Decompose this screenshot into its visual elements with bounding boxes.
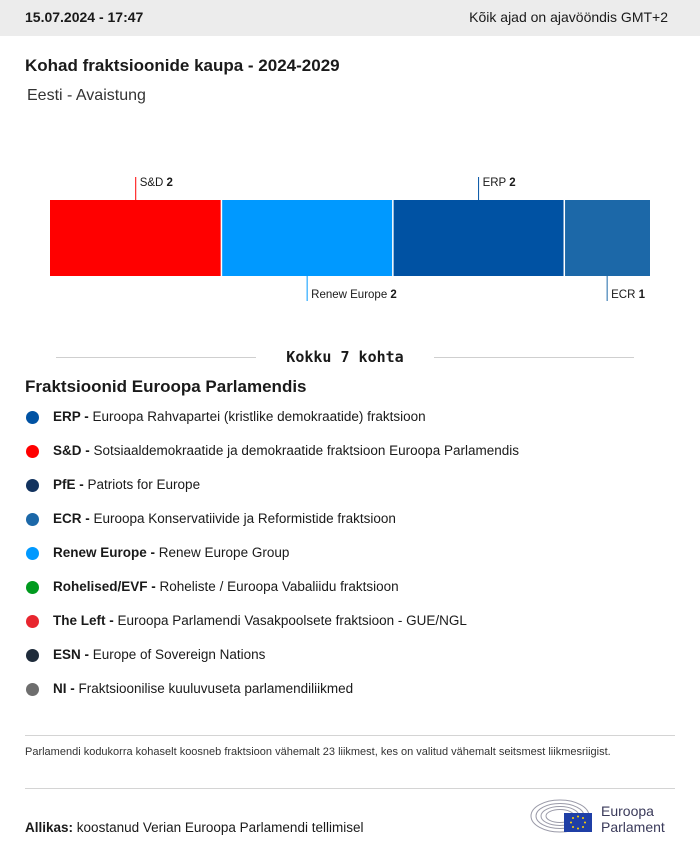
- legend-item: [25, 609, 685, 643]
- total-seats-label: Kokku 7 kohta: [276, 348, 413, 366]
- timezone-note: Kõik ajad on ajavööndis GMT+2: [469, 9, 668, 25]
- chart-subtitle: Eesti - Avaistung: [27, 87, 146, 104]
- legend-color-dot: [26, 479, 39, 492]
- legend-item: [25, 643, 685, 677]
- legend-abbr: ESN -: [53, 647, 90, 662]
- legend-abbr: NI -: [53, 681, 75, 696]
- bar-segment: [221, 200, 392, 276]
- note-divider-top: [25, 735, 675, 736]
- legend-item: [25, 507, 685, 541]
- chart-title: Kohad fraktsioonide kaupa - 2024-2029: [25, 56, 340, 75]
- legend-color-dot: [26, 615, 39, 628]
- legend-label: [53, 477, 200, 492]
- top-bar: [0, 0, 700, 36]
- segment-label: ECR 1: [611, 289, 646, 301]
- legend-color-dot: [26, 683, 39, 696]
- parliament-emblem-icon: [530, 797, 600, 837]
- legend-abbr: Rohelised/EVF -: [53, 579, 156, 594]
- legend-label: [53, 613, 467, 628]
- legend-item: [25, 439, 685, 473]
- legend-color-dot: [26, 513, 39, 526]
- legend-group-name: Renew Europe Group: [155, 545, 290, 560]
- legend-item: [25, 541, 685, 575]
- segment-label: ERP 2: [482, 177, 516, 189]
- legend-label: [53, 443, 519, 458]
- legend-abbr: ECR -: [53, 511, 90, 526]
- bar-segment: [564, 200, 650, 276]
- legend-label: [53, 511, 396, 526]
- legend-abbr: Renew Europe -: [53, 545, 156, 560]
- source-credit: [25, 820, 363, 835]
- legend-color-dot: [26, 547, 39, 560]
- legend-group-name: Euroopa Rahvapartei (kristlike demokraatide) fraktsioon: [88, 409, 426, 424]
- segment-label: Renew Europe 2: [311, 289, 397, 301]
- legend-color-dot: [26, 581, 39, 594]
- legend-abbr: The Left -: [53, 613, 114, 628]
- legend-item: [25, 677, 685, 711]
- footnote: Parlamendi kodukorra kohaselt koosneb fraktsioon vähemalt 23 liikmest, kes on valitud vähemalt seitsmest liikmesriigist.: [25, 746, 611, 758]
- legend-abbr: S&D -: [53, 443, 90, 458]
- legend-item: [25, 473, 685, 507]
- note-divider-bottom: [25, 788, 675, 789]
- source-label: Allikas:: [25, 820, 74, 835]
- legend-label: [53, 647, 265, 662]
- european-parliament-logo: [530, 797, 680, 837]
- legend-group-name: Sotsiaaldemokraatide ja demokraatide fraktsioon Euroopa Parlamendis: [89, 443, 519, 458]
- legend-abbr: PfE -: [53, 477, 84, 492]
- source-text: koostanud Verian Euroopa Parlamendi tellimisel: [76, 820, 364, 835]
- legend-group-name: Patriots for Europe: [83, 477, 201, 492]
- legend-title: Fraktsioonid Euroopa Parlamendis: [25, 377, 307, 396]
- legend-color-dot: [26, 411, 39, 424]
- legend-group-name: Euroopa Konservatiivide ja Reformistide fraktsioon: [89, 511, 396, 526]
- legend-item: [25, 405, 685, 439]
- logo-wordmark: Euroopa Parlament: [601, 803, 665, 835]
- total-seats: [56, 348, 634, 368]
- legend-group-name: Roheliste / Euroopa Vabaliidu fraktsioon: [155, 579, 399, 594]
- bar-segment: [50, 200, 221, 276]
- legend-group-name: Euroopa Parlamendi Vasakpoolsete fraktsioon - GUE/NGL: [113, 613, 467, 628]
- legend-label: [53, 579, 399, 594]
- timestamp: 15.07.2024 - 17:47: [25, 9, 144, 25]
- legend-color-dot: [26, 649, 39, 662]
- bar-segment: [393, 200, 564, 276]
- legend-abbr: ERP -: [53, 409, 89, 424]
- legend-label: [53, 409, 426, 424]
- group-legend: [25, 405, 685, 711]
- legend-label: [53, 681, 353, 696]
- legend-group-name: Europe of Sovereign Nations: [89, 647, 266, 662]
- seat-bar-chart: [0, 170, 700, 310]
- legend-group-name: Fraktsioonilise kuuluvuseta parlamendiliikmed: [74, 681, 354, 696]
- legend-color-dot: [26, 445, 39, 458]
- segment-label: S&D 2: [139, 177, 173, 189]
- legend-item: [25, 575, 685, 609]
- legend-label: [53, 545, 289, 560]
